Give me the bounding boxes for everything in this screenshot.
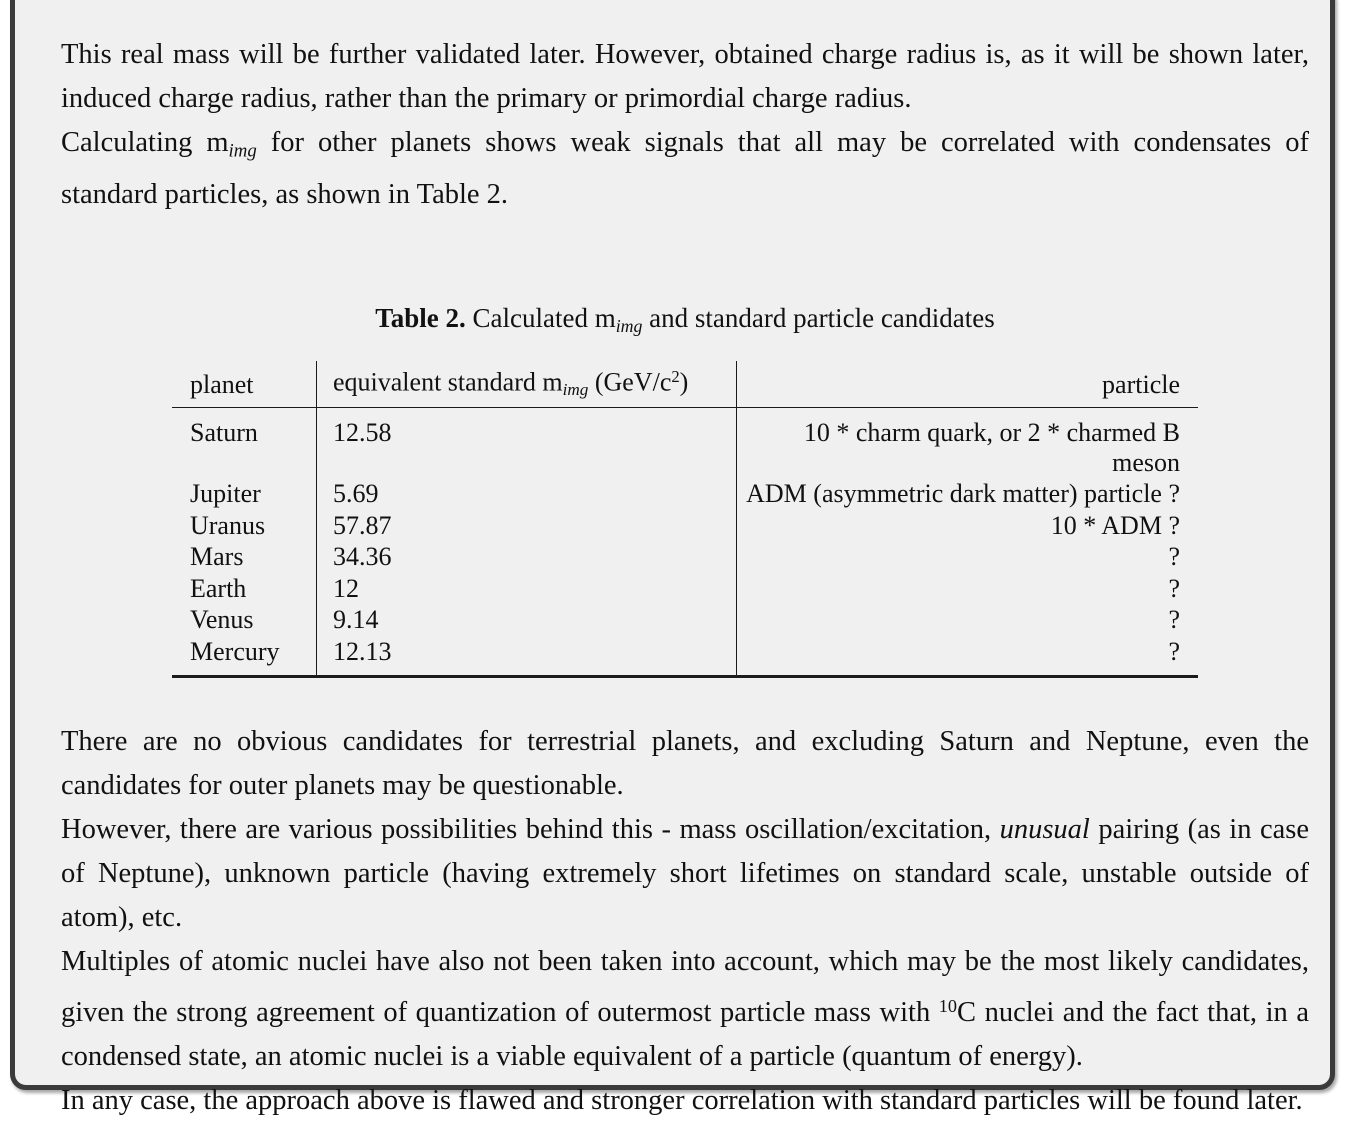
table-row <box>172 541 1198 573</box>
cell-particle: ? <box>737 604 1199 636</box>
cell-mass: 12.13 <box>317 636 737 677</box>
table-2 <box>172 361 1198 678</box>
cell-planet: Venus <box>190 605 254 635</box>
cell-planet: Uranus <box>190 510 266 540</box>
cell-particle: ? <box>737 636 1199 677</box>
table-header-mass-unit-pre: (GeV/c <box>588 367 672 397</box>
table-header-mass-unit-post: ) <box>679 367 689 397</box>
table-header-planet: planet <box>172 361 317 408</box>
paragraph-body-3-text: There are no obvious candidates for terrestrial planets, and excluding Saturn and Neptune, even the candidates for outer planets may be questionable. <box>61 726 1309 802</box>
table-caption-subscript-img: img <box>615 316 643 337</box>
cell-planet: Jupiter <box>190 479 261 509</box>
paragraph-body-4-italic: unusual <box>999 814 1090 846</box>
superscript-isotope-10: 10 <box>938 996 958 1017</box>
table-caption-post: and standard particle candidates <box>642 303 995 334</box>
paragraph-body-5-element: C <box>957 997 977 1029</box>
document-page-frame <box>10 0 1335 1117</box>
paragraph-intro-2-pre: Calculating m <box>61 127 229 158</box>
table-caption-pre: Calculated m <box>465 303 616 334</box>
cell-planet: Saturn <box>190 418 258 448</box>
paragraph-body-3 <box>61 720 1309 808</box>
subscript-img: img <box>228 140 257 162</box>
cell-particle: ? <box>737 573 1199 605</box>
table-header-mass-subscript-img: img <box>562 380 589 400</box>
paragraph-body-4-pre: However, there are various possibilities behind this - mass oscillation/excitation, <box>61 814 1000 846</box>
cell-particle: ADM (asymmetric dark matter) particle ? <box>737 478 1199 510</box>
cell-particle: 10 * charm quark, or 2 * charmed B meson <box>737 408 1199 479</box>
paragraph-body-5-post: nuclei and the fact that, in a condensed state, an atomic nuclei is a viable equivalent of a particle (quantum of energy). <box>61 997 1310 1073</box>
table-header-particle: particle <box>737 361 1199 408</box>
paragraph-intro-1 <box>61 33 1309 121</box>
table-row <box>172 408 1198 479</box>
cell-particle: ? <box>737 541 1199 573</box>
cell-mass: 5.69 <box>317 478 737 510</box>
table-top-rule <box>172 361 1198 408</box>
table-row <box>172 573 1198 605</box>
table-body <box>172 408 1198 677</box>
paragraph-body-5-pre: Multiples of atomic nuclei have also not been taken into account, which may be the most likely candidates, given the strong agreement of quantization of outermost particle mass with <box>61 946 1309 1029</box>
paragraph-intro-2 <box>61 121 1309 217</box>
paragraph-body-4-post: pairing (as in case of Neptune), unknown particle (having extremely short lifetimes on standard scale, unstable outside of atom), etc. <box>61 814 1309 934</box>
paragraph-body-6 <box>61 1079 1309 1123</box>
table-row <box>172 478 1198 510</box>
cell-mass: 34.36 <box>317 541 737 573</box>
cell-planet: Mercury <box>172 636 317 677</box>
spacer-caption-table <box>61 337 1309 361</box>
table-header-mass-unit-superscript: 2 <box>671 367 680 387</box>
table-caption <box>61 303 1309 337</box>
table-head <box>172 361 1198 408</box>
table-header-mass <box>317 361 737 408</box>
table-2-wrapper <box>172 361 1198 678</box>
cell-particle: 10 * ADM ? <box>737 510 1199 542</box>
paragraph-intro-2-post: for other planets shows weak signals that all may be correlated with condensates of standard particles, as shown in Table 2. <box>61 127 1309 211</box>
table-caption-label: Table 2. <box>375 303 466 334</box>
cell-mass: 9.14 <box>317 604 737 636</box>
paragraph-intro-1-text: This real mass will be further validated later. However, obtained charge radius is, as it will be shown later, induced charge radius, rather than the primary or primordial charge radius. <box>61 39 1309 114</box>
cell-planet: Earth <box>190 573 247 603</box>
table-row <box>172 604 1198 636</box>
cell-planet: Mars <box>190 542 244 572</box>
cell-mass: 12.58 <box>317 408 737 479</box>
cell-mass: 12 <box>317 573 737 605</box>
paragraph-body-5 <box>61 940 1309 1079</box>
paragraph-body-4 <box>61 808 1309 940</box>
cell-mass: 57.87 <box>317 510 737 542</box>
paragraph-body-6-text: In any case, the approach above is flawed and stronger correlation with standard particles will be found later. <box>61 1085 1303 1117</box>
spacer-before-caption <box>61 217 1309 303</box>
document-content <box>61 33 1309 1123</box>
spacer-after-table <box>61 678 1309 720</box>
table-row <box>172 510 1198 542</box>
table-row <box>172 636 1198 677</box>
table-header-mass-pre: equivalent standard m <box>333 367 563 397</box>
